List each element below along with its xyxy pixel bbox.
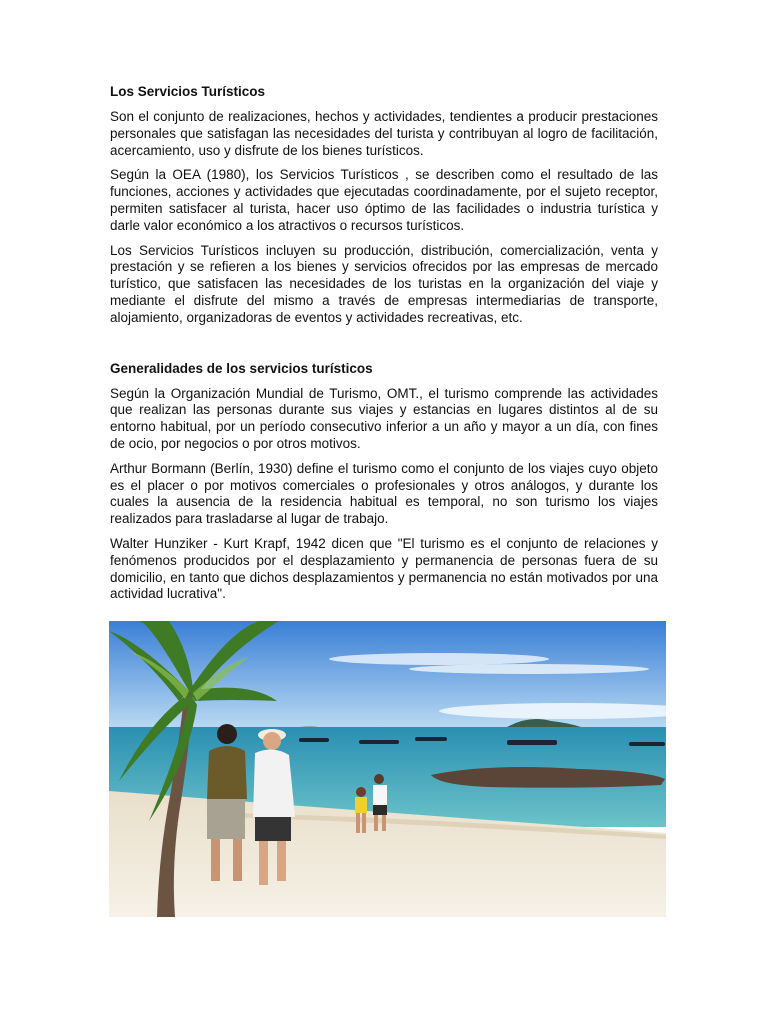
- beach-photo: [109, 621, 666, 917]
- section-spacer: [110, 335, 658, 361]
- paragraph: Son el conjunto de realizaciones, hechos y actividades, tendientes a producir prestaciones personales que satisfagan las necesidades del turista y contribuyan al logro de facilitación, acercamiento, uso y disfrute de los bienes turísticos.: [110, 109, 658, 158]
- paragraph: Según la OEA (1980), los Servicios Turísticos , se describen como el resultado de las funciones, acciones y actividades que ejecutadas coordinadamente, por el sujeto receptor, permiten satisfacer al turista, hacer uso óptimo de las facilidades o industria turística y darle valor económico a los atractivos o recursos turísticos.: [110, 167, 658, 233]
- section-heading-servicios: Los Servicios Turísticos: [110, 84, 266, 99]
- beach-photo-illustration: [109, 621, 666, 917]
- section-heading-generalidades: Generalidades de los servicios turísticos: [110, 360, 373, 376]
- paragraph: Según la Organización Mundial de Turismo, OMT., el turismo comprende las actividades que realizan las personas durante sus viajes y estancias en lugares distintos al de su entorno habitual, por un período consecutivo inferior a un año y mayor a un día, con fines de ocio, por negocios o por otros motivos.: [110, 385, 658, 451]
- paragraph: Los Servicios Turísticos incluyen su producción, distribución, comercialización, venta y prestación y se refieren a los bienes y servicios ofrecidos por las empresas de mercado turístico, que satisfacen las necesidades de los turistas en la organización del viaje y mediante el disfrute del mismo a través de empresas intermediarias de transporte, alojamiento, organizadoras de eventos y actividades recreativas, etc.: [110, 242, 658, 325]
- document-body: [110, 84, 658, 611]
- paragraph: Walter Hunziker - Kurt Krapf, 1942 dicen que "El turismo es el conjunto de relaciones y fenómenos producidos por el desplazamiento y permanencia de personas fuera de su domicilio, en tanto que dichos desplazamientos y permanencia no están motivados por una actividad lucrativa".: [110, 535, 658, 602]
- paragraph: Arthur Bormann (Berlín, 1930) define el turismo como el conjunto de los viajes cuyo objeto es el placer o por motivos comerciales o profesionales y otros análogos, y durante los cuales la ausencia de la residencia habitual es temporal, no son turismo los viajes realizados para trasladarse al lugar de trabajo.: [110, 460, 658, 527]
